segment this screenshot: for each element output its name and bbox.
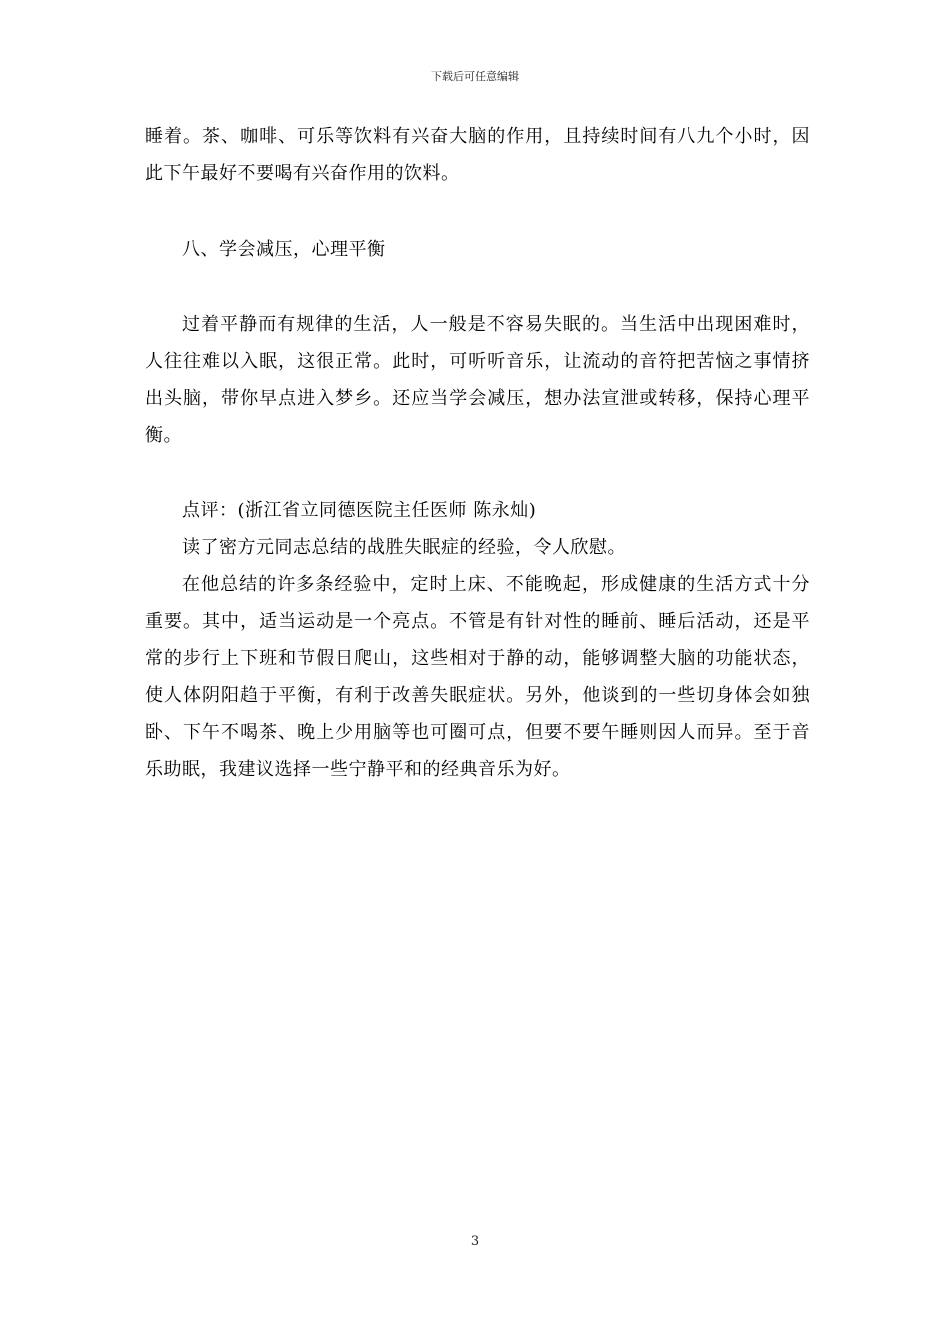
page-header: 下载后可任意编辑 — [431, 70, 519, 83]
section-heading: 八、学会减压，心理平衡 — [182, 239, 386, 260]
paragraph: 读了密方元同志总结的战胜失眠症的经验，令人欣慰。 — [182, 537, 626, 558]
paragraph: 在他总结的许多条经验中，定时上床、不能晚起，形成健康的生活方式十分重要。其中，适当运动是一个亮点。不管是有针对性的睡前、睡后活动，还是平常的步行上下班和节假日爬山，这些相对于静的动，能够调整大脑的功能状态，使人体阴阳趋于平衡，有利于改善失眠症状。另外，他谈到的一些切身体会如独卧、下午不喝茶、晚上少用脑等也可圈可点，但要不要午睡则因人而异。至于音乐助眠，我建议选择一些宁静平和的经典音乐为好。 — [145, 574, 810, 780]
paragraph-continuation — [145, 118, 810, 192]
section-heading-8-block — [145, 231, 810, 268]
paragraph-block-2 — [145, 306, 810, 454]
paragraph: 睡着。茶、咖啡、可乐等饮料有兴奋大脑的作用，且持续时间有八九个小时，因此下午最好不要喝有兴奋作用的饮料。 — [145, 126, 810, 184]
page-number: 3 — [470, 1234, 480, 1249]
review-label: 点评：(浙江省立同德医院主任医师 陈永灿) — [182, 500, 537, 521]
paragraph: 过着平静而有规律的生活，人一般是不容易失眠的。当生活中出现困难时，人往往难以入眠，这很正常。此时，可听听音乐，让流动的音符把苦恼之事情挤出头脑，带你早点进入梦乡。还应当学会减压，想办法宣泄或转移，保持心理平衡。 — [145, 314, 810, 446]
review-block — [145, 492, 810, 788]
